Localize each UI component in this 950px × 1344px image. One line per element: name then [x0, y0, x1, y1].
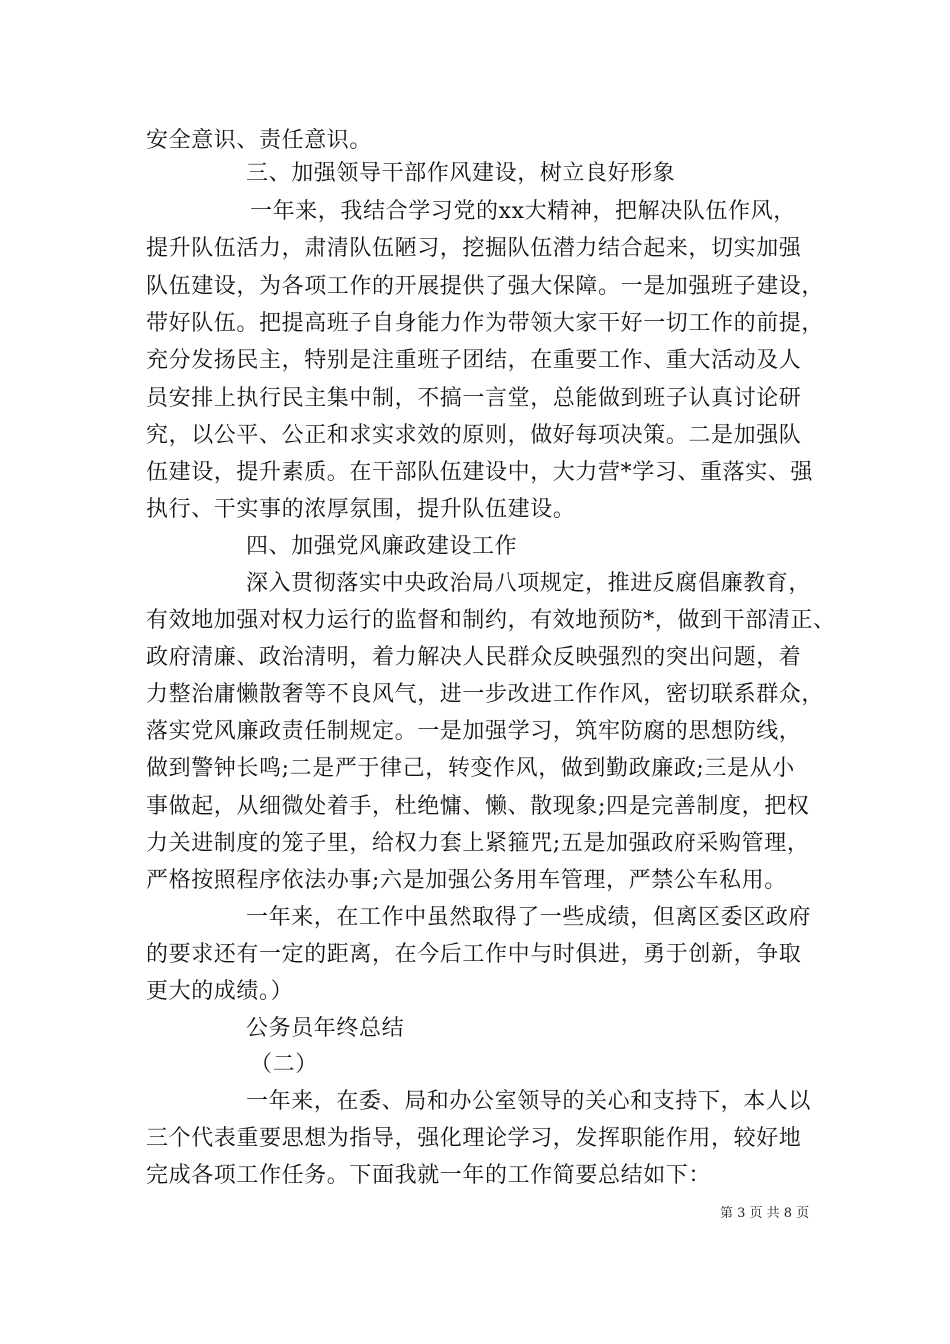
text-line: 深入贯彻落实中央政治局八项规定，推进反腐倡廉教育，: [246, 571, 812, 596]
text-line: 的要求还有一定的距离，在今后工作中与时俱进，勇于创新，争取: [146, 942, 802, 967]
text-line: 有效地加强对权力运行的监督和制约，有效地预防*，做到干部清正、: [146, 608, 836, 633]
text-line: 队伍建设，为各项工作的开展提供了强大保障。一是加强班子建设，: [146, 274, 825, 299]
section-heading: 四、加强党风廉政建设工作: [246, 534, 518, 559]
text-line: 做到警钟长鸣;二是严于律己，转变作风，做到勤政廉政;三是从小: [146, 756, 795, 781]
text-line: 安全意识、责任意识。: [146, 128, 373, 153]
text-line: 三个代表重要思想为指导，强化理论学习，发挥职能作用，较好地: [146, 1126, 802, 1151]
document-subtitle: 公务员年终总结: [246, 1016, 405, 1041]
text-line: 严格按照程序依法办事;六是加强公务用车管理，严禁公车私用。: [146, 868, 787, 893]
text-line: 带好队伍。把提高班子自身能力作为带领大家干好一切工作的前提，: [146, 311, 825, 336]
page-number: 第 3 页 共 8 页: [720, 1206, 810, 1221]
text-line: 力关进制度的笼子里，给权力套上紧箍咒;五是加强政府采购管理，: [146, 831, 810, 856]
text-line: 一年来，在工作中虽然取得了一些成绩，但离区委区政府: [246, 905, 812, 930]
text-line: 执行、干实事的浓厚氛围，提升队伍建设。: [146, 497, 576, 522]
text-line: 更大的成绩。）: [146, 979, 294, 1004]
text-line: 落实党风廉政责任制规定。一是加强学习，筑牢防腐的思想防线，: [146, 719, 802, 744]
text-line: 事做起，从细微处着手，杜绝慵、懒、散现象;四是完善制度，把权: [146, 794, 810, 819]
text-line: 力整治庸懒散奢等不良风气，进一步改进工作作风，密切联系群众，: [146, 682, 825, 707]
text-line: 完成各项工作任务。下面我就一年的工作简要总结如下：: [146, 1163, 712, 1188]
text-line: 提升队伍活力，肃清队伍陋习，挖掘队伍潜力结合起来，切实加强: [146, 236, 802, 261]
text-line: 一年来，我结合学习党的xx大精神，把解决队伍作风，: [250, 199, 796, 224]
section-heading: 三、加强领导干部作风建设，树立良好形象: [246, 161, 676, 186]
text-line: 员安排上执行民主集中制，不搞一言堂，总能做到班子认真讨论研: [146, 386, 802, 411]
text-line: 一年来，在委、局和办公室领导的关心和支持下，本人以: [246, 1089, 812, 1114]
text-line: 政府清廉、政治清明，着力解决人民群众反映强烈的突出问题，着: [146, 645, 802, 670]
text-line: 伍建设，提升素质。在干部队伍建设中，大力营*学习、重落实、强: [146, 460, 814, 485]
part-number: （二）: [250, 1052, 318, 1077]
text-line: 充分发扬民主，特别是注重班子团结，在重要工作、重大活动及人: [146, 348, 802, 373]
text-line: 究，以公平、公正和求实求效的原则，做好每项决策。二是加强队: [146, 423, 802, 448]
